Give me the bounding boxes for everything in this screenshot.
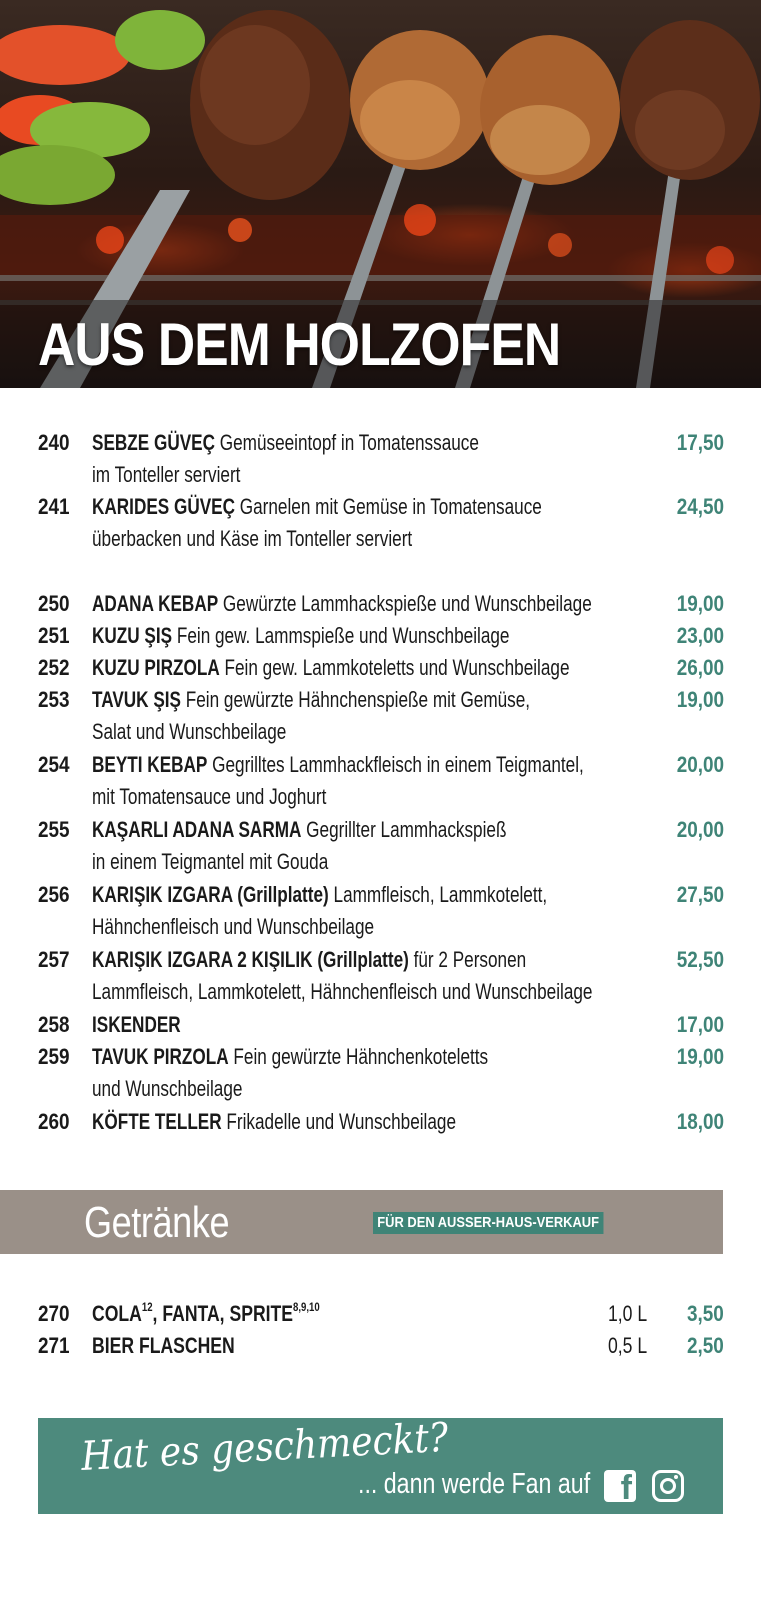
item-name: BEYTI KEBAP [92,752,208,777]
item-name: KUZU ŞIŞ [92,623,173,648]
item-text: Fein gew. Lammkoteletts und Wunschbeilage [219,655,570,680]
item-description [92,588,622,620]
item-text: Frikadelle und Wunschbeilage [221,1109,456,1134]
item-description [92,620,622,652]
item-name: BIER FLASCHEN [92,1333,235,1358]
item-description [92,1298,636,1330]
item-text-2: in einem Teigmantel mit Gouda [92,849,329,874]
item-number: 271 [38,1333,70,1358]
item-description [92,944,622,1008]
item-number: 259 [38,1044,70,1069]
additive-footnote: 12 [141,1299,153,1314]
drinks-section-header [0,1190,723,1254]
item-description [92,1009,622,1041]
item-price: 20,00 [676,752,724,777]
item-name: ISKENDER [92,1012,181,1037]
item-price: 26,00 [676,655,724,680]
item-price: 27,50 [676,882,724,907]
item-text: Gemüseeintopf in Tomatenssauce [215,430,479,455]
item-volume: 0,5 L [608,1333,648,1358]
item-number: 260 [38,1109,70,1134]
item-text-2: Salat und Wunschbeilage [92,719,287,744]
item-price: 23,00 [676,623,724,648]
item-price: 20,00 [676,817,724,842]
item-description [92,684,622,748]
item-price: 19,00 [676,1044,724,1069]
item-number: 270 [38,1301,70,1326]
item-text-2: und Wunschbeilage [92,1076,243,1101]
item-description [92,491,622,555]
drinks-title: Getränke [84,1198,230,1247]
item-number: 257 [38,947,70,972]
item-name: KUZU PIRZOLA [92,655,220,680]
item-name: KARIŞIK IZGARA (Grillplatte) [92,882,329,907]
item-description [92,1330,636,1362]
footer-headline: Hat es geschmeckt? [80,1414,450,1480]
item-text: Fein gew. Lammspieße und Wunschbeilage [172,623,510,648]
item-name: KAŞARLI ADANA SARMA [92,817,302,842]
item-number: 251 [38,623,70,648]
item-price: 2,50 [687,1333,724,1358]
footer-fan-text: ... dann werde Fan auf [358,1468,591,1500]
item-text: für 2 Personen [408,947,527,972]
item-text-2: mit Tomatensauce und Joghurt [92,784,327,809]
additive-footnote-2: 8,9,10 [293,1299,320,1314]
item-name: KARIŞIK IZGARA 2 KIŞILIK (Grillplatte) [92,947,409,972]
item-number: 250 [38,591,70,616]
item-description [92,652,622,684]
facebook-icon[interactable]: f [604,1470,636,1502]
item-description [92,427,622,491]
item-name: KÖFTE TELLER [92,1109,222,1134]
item-name: TAVUK ŞIŞ [92,687,181,712]
item-text: Gegrilltes Lammhackfleisch in einem Teigmantel, [207,752,584,777]
item-text: Gewürzte Lammhackspieße und Wunschbeilage [218,591,592,616]
item-text-2: überbacken und Käse im Tonteller serviert [92,526,413,551]
item-description [92,1041,622,1105]
item-price: 19,00 [676,591,724,616]
item-volume: 1,0 L [608,1301,648,1326]
item-number: 241 [38,494,70,519]
item-price: 3,50 [687,1301,724,1326]
item-text: Fein gewürzte Hähnchenspieße mit Gemüse, [180,687,531,712]
item-number: 254 [38,752,70,777]
item-name: COLA [92,1301,142,1326]
page-title: AUS DEM HOLZOFEN [38,311,561,378]
item-price: 17,50 [676,430,724,455]
hero-image [0,0,761,388]
item-text: Gegrillter Lammhackspieß [301,817,507,842]
social-footer-banner [38,1414,723,1514]
instagram-icon[interactable] [652,1470,684,1502]
item-number: 256 [38,882,70,907]
item-number: 252 [38,655,70,680]
item-text: Garnelen mit Gemüse in Tomatensauce [235,494,542,519]
item-name: TAVUK PIRZOLA [92,1044,229,1069]
item-number: 253 [38,687,70,712]
item-description [92,749,622,813]
item-price: 52,50 [676,947,724,972]
item-text-2: Lammfleisch, Lammkotelett, Hähnchenfleisch und Wunschbeilage [92,979,593,1004]
item-name: ADANA KEBAP [92,591,219,616]
item-number: 255 [38,817,70,842]
item-price: 19,00 [676,687,724,712]
item-price: 18,00 [676,1109,724,1134]
item-name-2: , FANTA, SPRITE [152,1301,294,1326]
item-price: 17,00 [676,1012,724,1037]
item-number: 240 [38,430,70,455]
item-text-2: im Tonteller serviert [92,462,241,487]
item-description [92,879,622,943]
item-price: 24,50 [676,494,724,519]
item-text-2: Hähnchenfleisch und Wunschbeilage [92,914,375,939]
item-name: SEBZE GÜVEÇ [92,430,216,455]
takeaway-badge: FÜR DEN AUSSER-HAUS-VERKAUF [373,1212,603,1234]
item-number: 258 [38,1012,70,1037]
item-name: KARIDES GÜVEÇ [92,494,236,519]
item-description [92,814,622,878]
item-text: Lammfleisch, Lammkotelett, [328,882,548,907]
item-text: Fein gewürzte Hähnchenkoteletts [228,1044,489,1069]
item-description [92,1106,622,1138]
